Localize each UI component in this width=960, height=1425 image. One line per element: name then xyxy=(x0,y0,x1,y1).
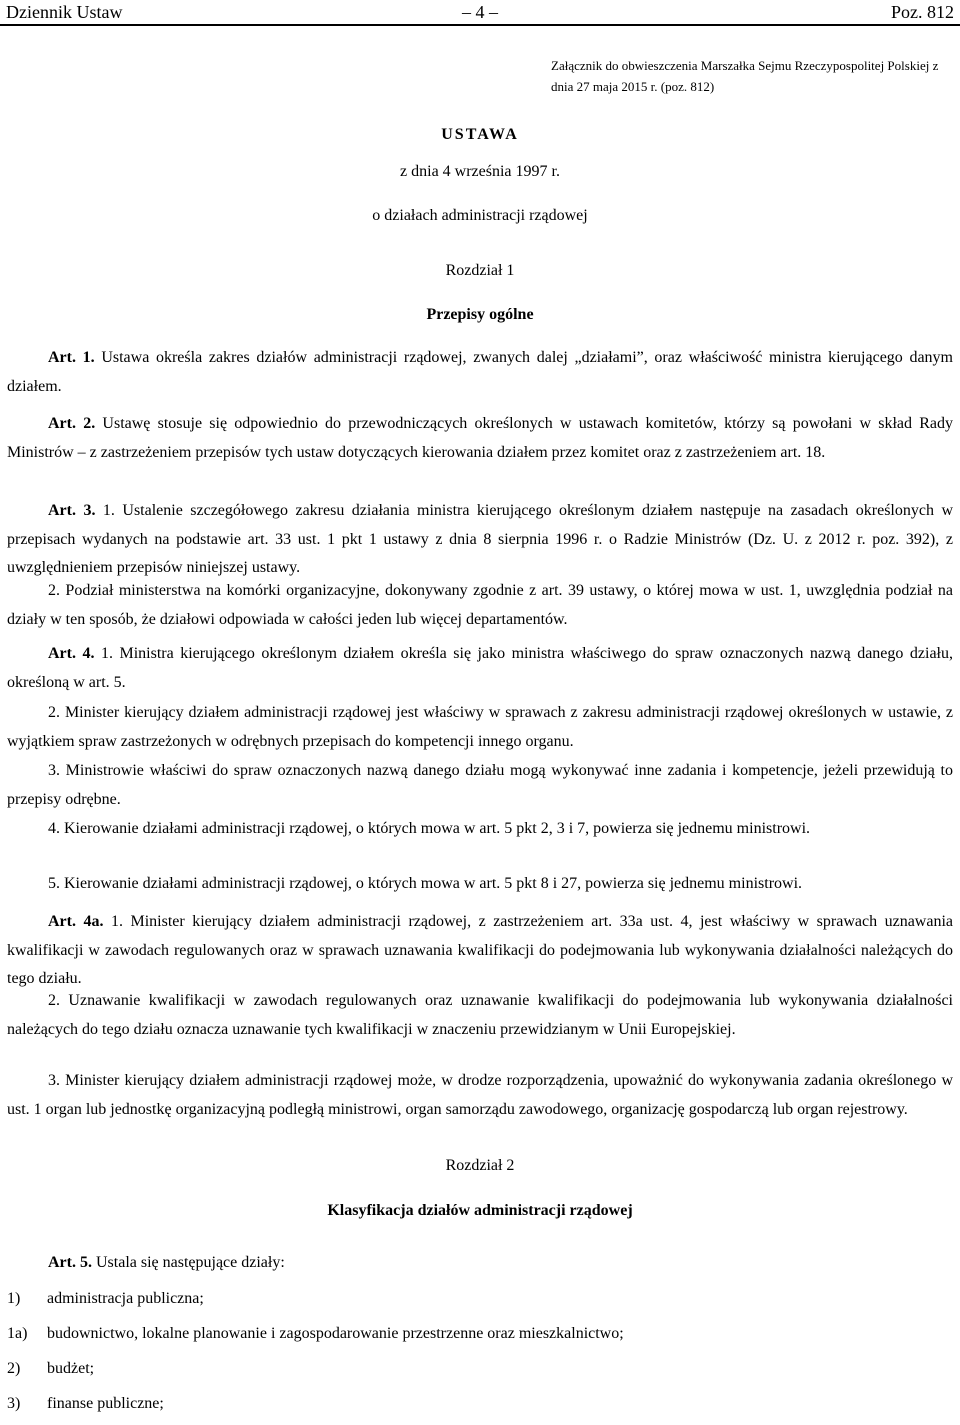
article-1-label: Art. 1. xyxy=(48,349,95,366)
article-4-1-text: 1. Ministra kierującego określonym działem określa się jako ministra właściwego do spraw oznaczonych nazwą danego działu, określoną w art. 5. xyxy=(7,645,954,691)
article-4-paragraph-2: 2. Minister kierujący działem administracji rządowej jest właściwy w sprawach z zakresu administracji rządowej określonych w ustawie, z wyjątkiem spraw zastrzeżonych w odrębnych przepisach do kompetencji innego organu. xyxy=(7,704,953,750)
article-1-text: Ustawa określa zakres działów administracji rządowej, zwanych dalej „działami”, oraz właściwość ministra kierującego danym działem. xyxy=(7,349,954,395)
list-item xyxy=(7,1355,953,1390)
chapter-2-heading: Klasyfikacja działów administracji rządowej xyxy=(327,1202,633,1219)
article-4-label: Art. 4. xyxy=(48,645,95,662)
list-item xyxy=(7,1285,953,1320)
article-4a-1-text: 1. Minister kierujący działem administracji rządowej, z zastrzeżeniem art. 33a ust. 4, jest właściwy w sprawach uznawania kwalifikacji w zawodach regulowanych oraz w sprawach uznawania kwalifikacji do podejmowania lub wykonywania działalności należących do tego działu. xyxy=(7,913,954,987)
chapter-1-label: Rozdział 1 xyxy=(445,262,515,279)
chapter-2-label: Rozdział 2 xyxy=(445,1157,515,1174)
article-3-1-text: 1. Ustalenie szczegółowego zakresu działania ministra kierującego określonym działem następuje na zasadach określonych w przepisach wydanych na podstawie art. 33 ust. 1 pkt 1 ustawy z dnia 8 sierpnia 1996 r. o Radzie Ministrów (Dz. U. z 2012 r. poz. 392), z uwzględnieniem przepisów niniejszej ustawy. xyxy=(7,502,953,576)
document-subject: o działach administracji rządowej xyxy=(372,207,588,224)
article-4-paragraph-5: 5. Kierowanie działami administracji rządowej, o których mowa w art. 5 pkt 8 i 27, powierza się jednemu ministrowi. xyxy=(48,875,803,892)
annex-note: Załącznik do obwieszczenia Marszałka Sejmu Rzeczypospolitej Polskiej z dnia 27 maja 2015 r. (poz. 812) xyxy=(551,58,939,94)
list-item xyxy=(7,1320,953,1355)
list-item-number: 2) xyxy=(7,1360,21,1377)
journal-name: Dziennik Ustaw xyxy=(6,2,123,22)
page-header xyxy=(0,0,960,26)
list-item xyxy=(7,1390,953,1425)
list-item-text: administracja publiczna; xyxy=(47,1290,204,1307)
article-1 xyxy=(7,344,953,401)
document-date: z dnia 4 września 1997 r. xyxy=(400,163,560,180)
article-3-paragraph-1 xyxy=(7,497,953,583)
article-4a-paragraph-3: 3. Minister kierujący działem administracji rządowej może, w drodze rozporządzenia, upoważnić do wykonywania zadania określonego w ust. 1 organ lub jednostkę organizacyjną podległą ministrowi, organ samorządu zawodowego, organizację gospodarczą lub organ rejestrowy. xyxy=(7,1072,953,1118)
article-3-label: Art. 3. xyxy=(48,502,96,519)
document-title: USTAWA xyxy=(441,126,519,143)
article-3-paragraph-2: 2. Podział ministerstwa na komórki organizacyjne, dokonywany zgodnie z art. 39 ustawy, o której mowa w ust. 1, uwzględnia podział na działy w ten sposób, że działowi odpowiada w całości jeden lub więcej departamentów. xyxy=(7,582,953,628)
article-2 xyxy=(7,410,953,467)
page-number: – 4 – xyxy=(462,2,498,22)
list-item-text: finanse publiczne; xyxy=(47,1395,164,1412)
list-item-number: 1) xyxy=(7,1290,21,1307)
article-4a-paragraph-1 xyxy=(7,908,953,994)
article-5-text: Ustala się następujące działy: xyxy=(91,1254,285,1271)
list-item-number: 1a) xyxy=(7,1325,28,1342)
article-5-label: Art. 5. xyxy=(48,1254,92,1271)
chapter-1-heading: Przepisy ogólne xyxy=(426,306,534,323)
article-2-text: Ustawę stosuje się odpowiednio do przewodniczących określonych w ustawach komitetów, którzy są powołani w skład Rady Ministrów – z zastrzeżeniem przepisów tych ustaw dotyczących kierowania działem przez komitet oraz z zastrzeżeniem art. 18. xyxy=(7,415,954,461)
article-4-paragraph-1 xyxy=(7,640,953,697)
article-4-paragraph-4: 4. Kierowanie działami administracji rządowej, o których mowa w art. 5 pkt 2, 3 i 7, powierza się jednemu ministrowi. xyxy=(48,820,811,837)
article-4-paragraph-3: 3. Ministrowie właściwi do spraw oznaczonych nazwą danego działu mogą wykonywać inne zadania i kompetencje, jeżeli przewidują to przepisy odrębne. xyxy=(7,762,953,808)
department-list xyxy=(7,1285,953,1425)
article-2-label: Art. 2. xyxy=(48,415,96,432)
article-4a-paragraph-2: 2. Uznawanie kwalifikacji w zawodach regulowanych oraz uznawanie kwalifikacji do podejmowania lub wykonywania działalności należących do tego działu oznacza uznawanie tych kwalifikacji w znaczeniu przewidzianym w Unii Europejskiej. xyxy=(7,992,953,1038)
article-4a-label: Art. 4a. xyxy=(48,913,104,930)
list-item-text: budownictwo, lokalne planowanie i zagospodarowanie przestrzenne oraz mieszkalnictwo; xyxy=(47,1325,624,1342)
list-item-number: 3) xyxy=(7,1395,21,1412)
article-5 xyxy=(7,1249,953,1278)
position-number: Poz. 812 xyxy=(891,2,954,22)
list-item-text: budżet; xyxy=(47,1360,95,1377)
